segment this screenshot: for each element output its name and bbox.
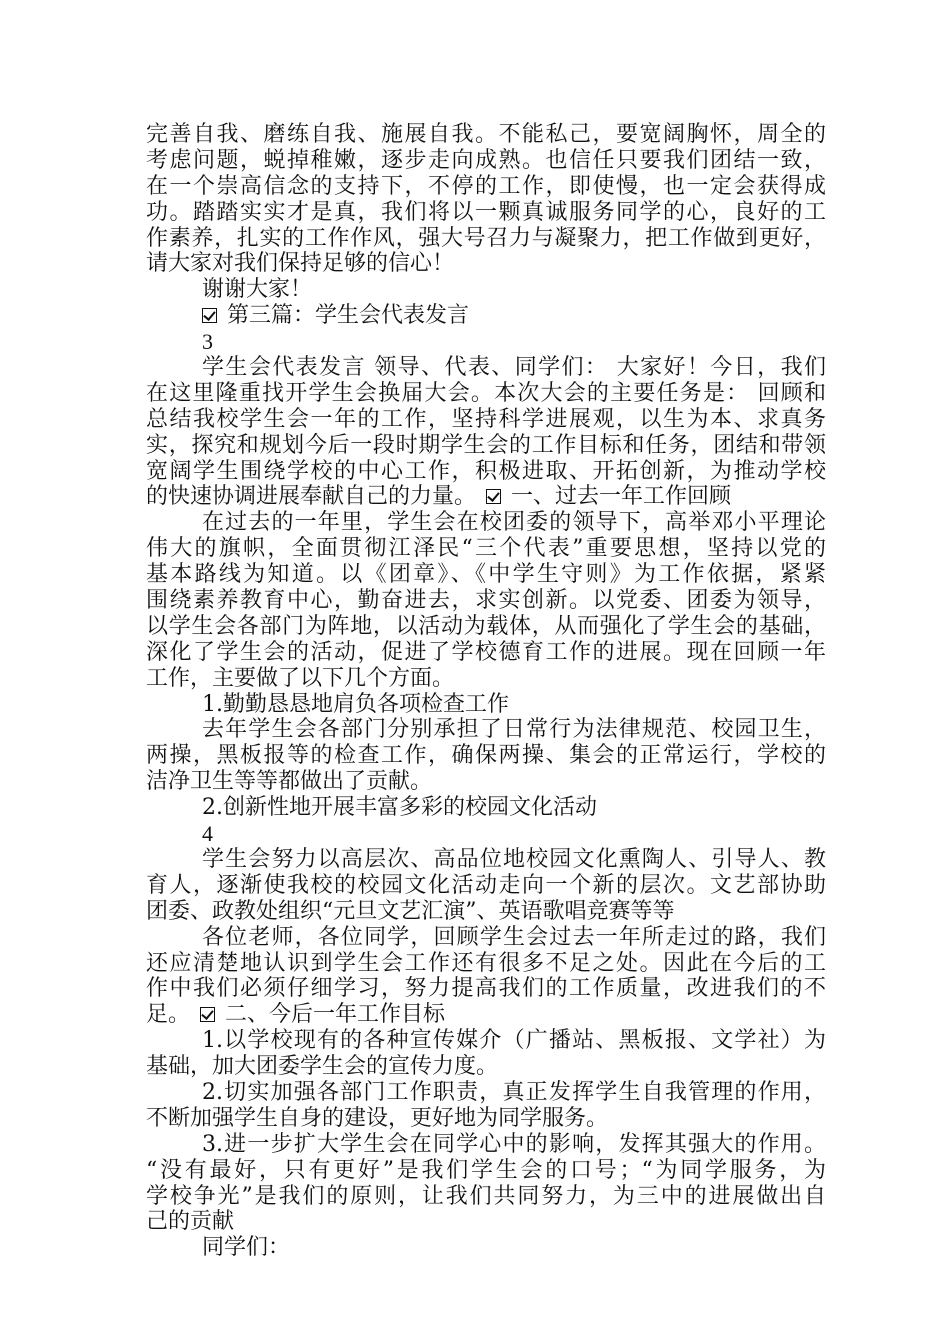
text-line: 学校争光”是我们的原则，让我们共同努力，为三中的进展做出自 [146, 1183, 826, 1209]
text-line: 学生会代表发言 领导、代表、同学们： 大家好！今日，我们 [202, 355, 826, 381]
text-line: 作中我们必须仔细学习，努力提高我们的工作质量，改进我们的不 [146, 976, 826, 1002]
text-line: 作素养，扎实的工作作风，强大号召力与凝聚力，把工作做到更好， [146, 225, 826, 251]
text-line: 2.切实加强各部门工作职责，真正发挥学生自我管理的作用， [202, 1079, 826, 1105]
text-line: 以学生会各部门为阵地，以活动为载体，从而强化了学生会的基础， [146, 613, 826, 639]
text-line: 学生会努力以高层次、高品位地校园文化熏陶人、引导人、教 [202, 846, 826, 872]
text-segment: 足。 [146, 1002, 191, 1028]
text-line: 同学们： [202, 1235, 291, 1261]
text-line-with-heading [146, 1002, 826, 1028]
checkbox-icon [200, 1007, 215, 1022]
text-line: 各位老师，各位同学，回顾学生会过去一年所走过的路，我们 [202, 924, 826, 950]
text-line: 功。踏踏实实才是真，我们将以一颗真诚服务同学的心，良好的工 [146, 199, 826, 225]
text-line: 考虑问题，蜕掉稚嫩，逐步走向成熟。也信任只要我们团结一致， [146, 147, 826, 173]
text-line: 基本路线为知道。以《团章》、《中学生守则》为工作依据，紧紧 [146, 562, 826, 588]
checkbox-icon [486, 489, 501, 504]
subheading-line: 1.勤勤恳恳地肩负各项检查工作 [202, 691, 509, 717]
text-line: 洁净卫生等等都做出了贡献。 [146, 769, 433, 795]
text-segment: 的快速协调进展奉献自己的力量。 [146, 484, 477, 510]
text-line: 育人，逐渐使我校的校园文化活动走向一个新的层次。文艺部协助 [146, 872, 826, 898]
text-line: 谢谢大家！ [202, 277, 313, 303]
text-line: 实，探究和规划今后一段时期学生会的工作目标和任务，团结和带领 [146, 432, 826, 458]
section-heading: 第三篇：学生会代表发言 [227, 303, 470, 329]
document-body [146, 122, 826, 1261]
text-line: 在一个崇高信念的支持下，不停的工作，即使慢，也一定会获得成 [146, 173, 826, 199]
text-line: 总结我校学生会一年的工作，坚持科学进展观，以生为本、求真务 [146, 406, 826, 432]
text-line: 请大家对我们保持足够的信心！ [146, 251, 455, 277]
text-line: 两操，黑板报等的检查工作，确保两操、集会的正常运行，学校的 [146, 743, 826, 769]
text-line: 3.进一步扩大学生会在同学心中的影响，发挥其强大的作用。 [202, 1131, 826, 1157]
text-line: 去年学生会各部门分别承担了日常行为法律规范、校园卫生， [202, 717, 826, 743]
section-heading-line [146, 303, 826, 329]
text-line: 深化了学生会的活动，促进了学校德育工作的进展。现在回顾一年 [146, 639, 826, 665]
text-line: 完善自我、磨练自我、施展自我。不能私己，要宽阔胸怀，周全的 [146, 122, 826, 147]
text-line: 不断加强学生自身的建设，更好地为同学服务。 [146, 1105, 609, 1131]
text-line: 工作，主要做了以下几个方面。 [146, 665, 455, 691]
text-line: 基础，加大团委学生会的宣传力度。 [146, 1054, 499, 1080]
text-line: 宽阔学生围绕学校的中心工作，积极进取、开拓创新，为推动学校 [146, 458, 826, 484]
checkbox-icon [202, 308, 217, 323]
text-line: 围绕素养教育中心，勤奋进去，求实创新。以党委、团委为领导， [146, 588, 826, 614]
section-heading: 一、过去一年工作回顾 [511, 484, 732, 510]
text-line: 还应清楚地认识到学生会工作还有很多不足之处。因此在今后的工 [146, 950, 826, 976]
text-line: 在这里隆重找开学生会换届大会。本次大会的主要任务是： 回顾和 [146, 380, 826, 406]
page-number: 3 [202, 329, 213, 355]
text-line-with-heading [146, 484, 826, 510]
page-number: 4 [202, 821, 213, 847]
text-line: 团委、政教处组织“元旦文艺汇演”、英语歌唱竞赛等等 [146, 898, 675, 924]
subheading-line: 2.创新性地开展丰富多彩的校园文化活动 [202, 795, 597, 821]
section-heading: 二、今后一年工作目标 [225, 1002, 446, 1028]
text-line: 在过去的一年里，学生会在校团委的领导下，高举邓小平理论 [202, 510, 826, 536]
text-line: 己的贡献 [146, 1209, 235, 1235]
text-line: “没有最好，只有更好”是我们学生会的口号；“为同学服务，为 [146, 1157, 826, 1183]
text-line: 1.以学校现有的各种宣传媒介（广播站、黑板报、文学社）为 [202, 1028, 826, 1054]
text-line: 伟大的旗帜，全面贯彻江泽民“三个代表”重要思想，坚持以党的 [146, 536, 826, 562]
